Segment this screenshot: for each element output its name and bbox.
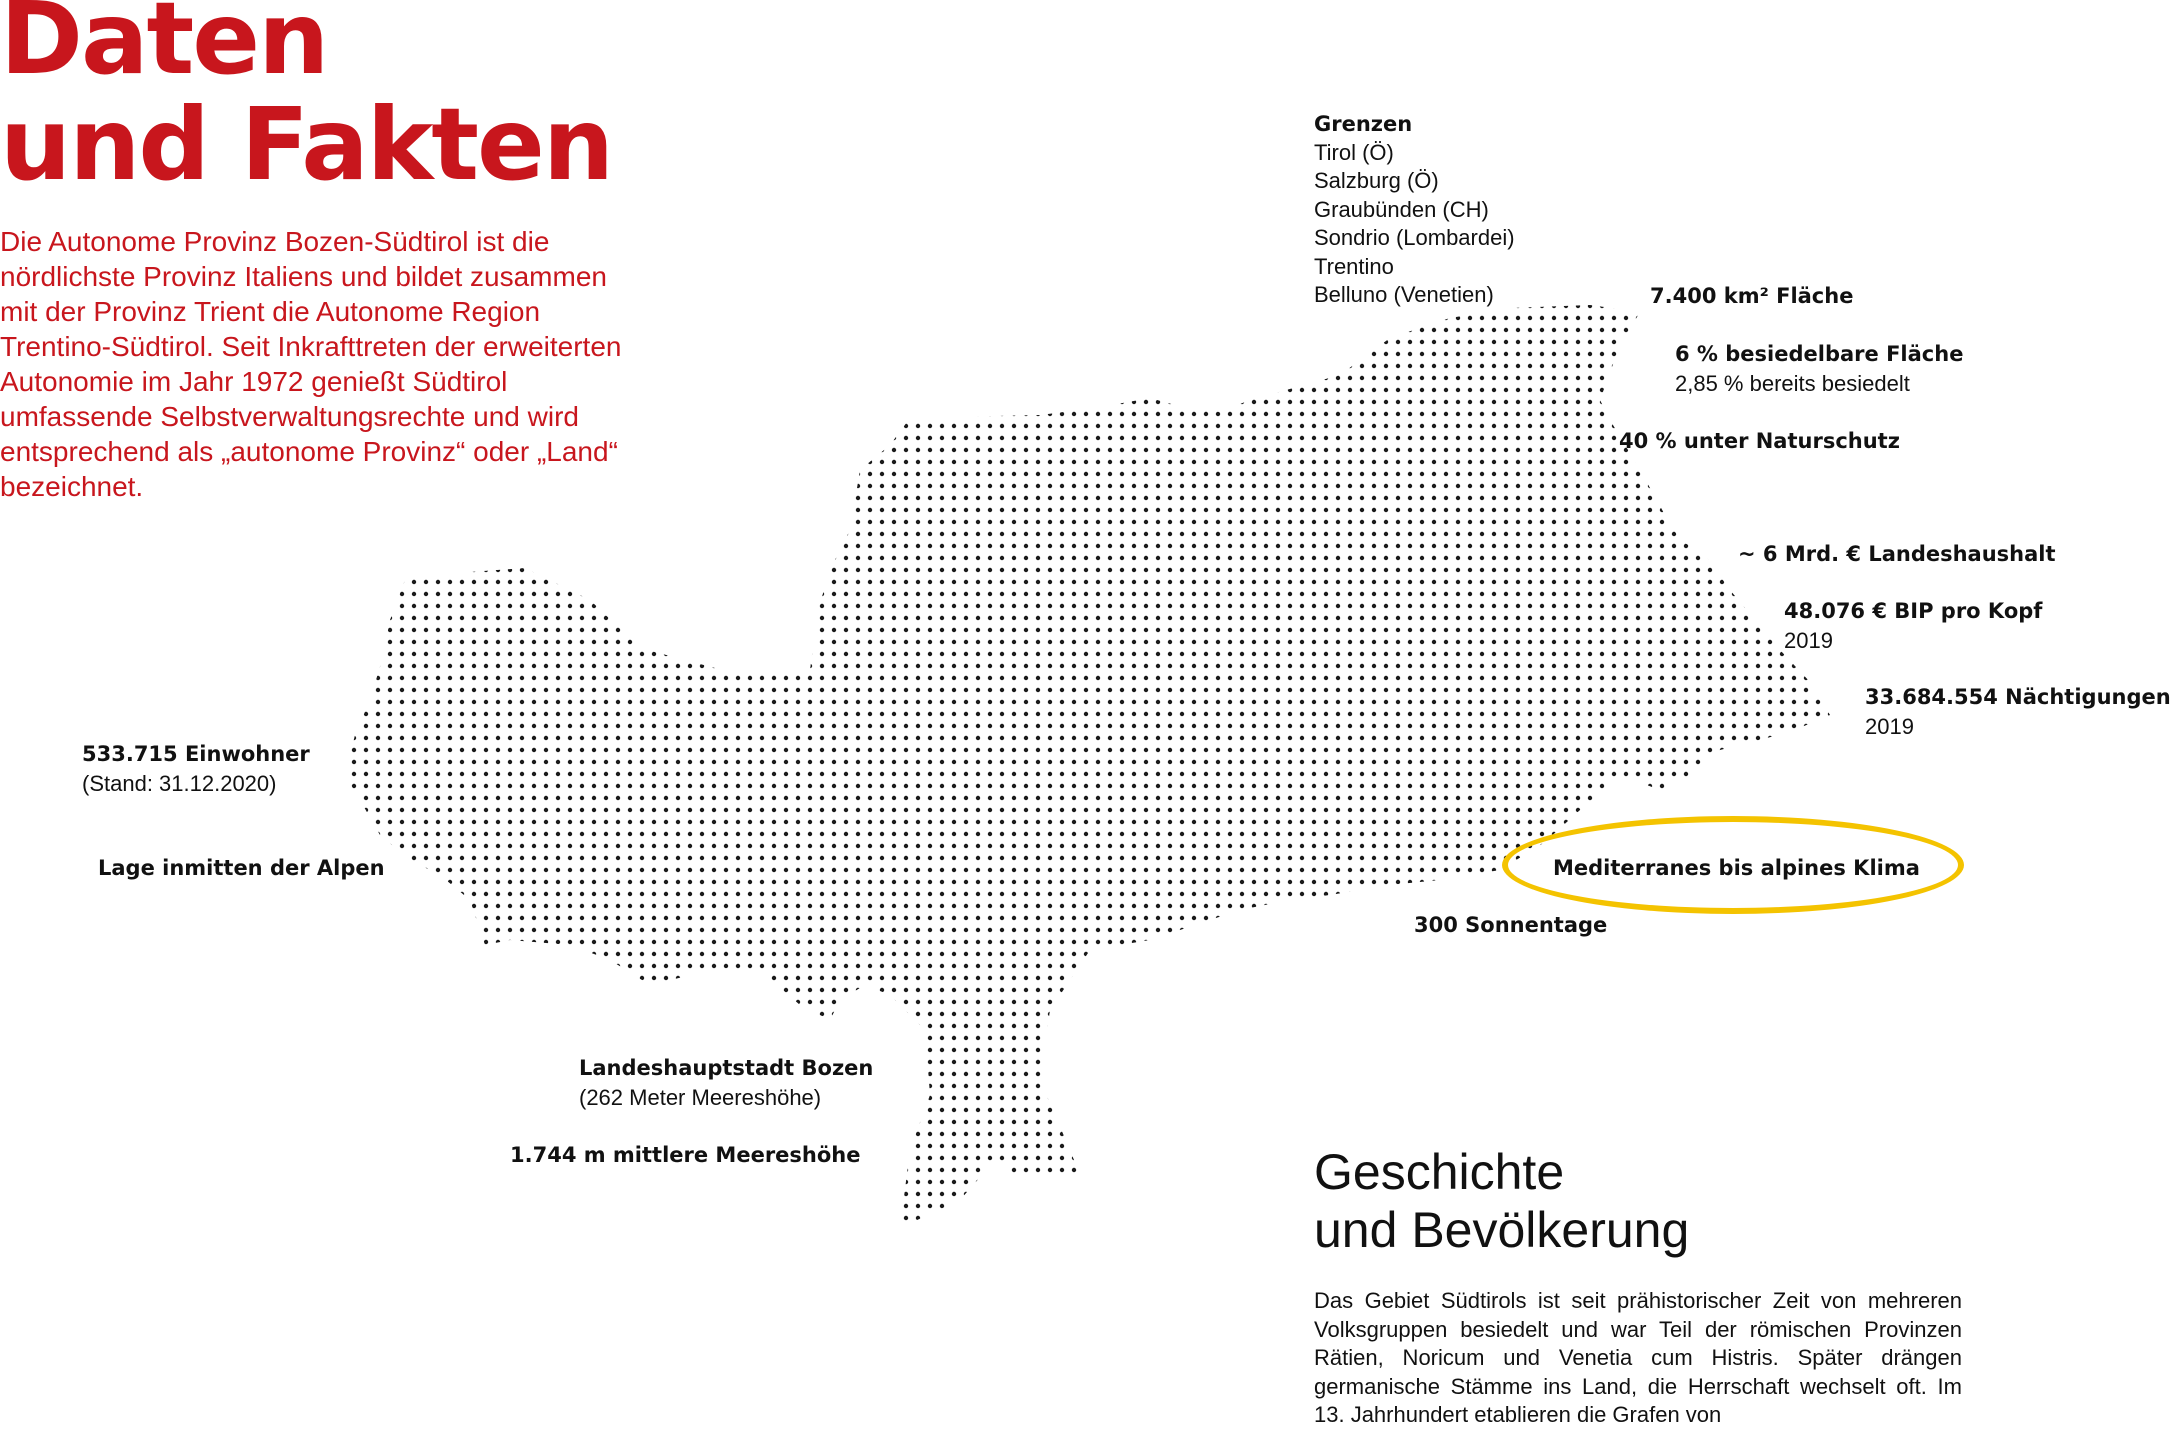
fact-climate-label: Mediterranes bis alpines Klima [1553, 856, 1920, 880]
history-paragraph: Das Gebiet Südtirols ist seit prähistorischer Zeit von mehreren Volksgruppen besiedelt und war Teil der römischen Provinzen Rätien, Noricum und Venetia cum Histris. Später drängen germanische Stämme ins Land, die Herrschaft wechselt oft. Im 13. Jahrhundert etablieren die Grafen von [1314, 1288, 1962, 1427]
fact-capital-label: Landeshauptstadt Bozen [579, 1056, 874, 1080]
fact-settleable-sub: 2,85 % bereits besiedelt [1675, 371, 1910, 396]
fact-altitude [510, 1141, 861, 1170]
fact-settleable [1675, 340, 1963, 398]
border-item-trentino: Trentino [1314, 253, 1394, 279]
fact-climate [1553, 854, 1920, 883]
fact-budget-label: ~ 6 Mrd. € Landeshaushalt [1738, 542, 2056, 566]
border-item-tirol: Tirol (Ö) [1314, 139, 1394, 165]
fact-nature-label: 40 % unter Naturschutz [1619, 429, 1900, 453]
title-line-2: und Fakten [0, 86, 613, 203]
fact-area-label: 7.400 km² Fläche [1650, 284, 1854, 308]
fact-capital-sub: (262 Meter Meereshöhe) [579, 1085, 822, 1110]
history-heading [1314, 1143, 1689, 1259]
borders-block [1314, 110, 1515, 310]
fact-sun-label: 300 Sonnentage [1414, 913, 1608, 937]
fact-budget [1738, 540, 2056, 569]
fact-population-label: 533.715 Einwohner [82, 742, 310, 766]
fact-location-label: Lage inmitten der Alpen [98, 856, 385, 880]
fact-altitude-label: 1.744 m mittlere Meereshöhe [510, 1143, 861, 1167]
fact-gdp-label: 48.076 € BIP pro Kopf [1784, 599, 2043, 623]
fact-capital [579, 1054, 873, 1112]
border-item-sondrio: Sondrio (Lombardei) [1314, 225, 1515, 250]
fact-sun [1414, 911, 1607, 940]
intro-paragraph: Die Autonome Provinz Bozen-Südtirol ist die nördlichste Provinz Italiens und bildet zusammen mit der Provinz Trient die Autonome Region Trentino-Südtirol. Seit Inkrafttreten der erweiterten Autonomie im Jahr 1972 genießt Südtirol umfassende Selbstverwaltungsrechte und wird entsprechend als „autonome Provinz“ oder „Land“ bezeichnet. [0, 226, 622, 502]
border-item-salzburg: Salzburg (Ö) [1314, 168, 1439, 193]
fact-location [98, 854, 385, 883]
title-line-1: Daten [0, 0, 328, 97]
history-heading-line-2: und Bevölkerung [1314, 1202, 1690, 1258]
border-item-belluno: Belluno (Venetien) [1314, 282, 1494, 307]
fact-population-sub: (Stand: 31.12.2020) [82, 771, 277, 796]
border-item-graubuenden: Graubünden (CH) [1314, 196, 1489, 222]
fact-gdp-year: 2019 [1784, 628, 1833, 653]
fact-population [82, 740, 310, 798]
fact-gdp [1784, 597, 2042, 655]
fact-nights [1865, 683, 2171, 741]
history-heading-line-1: Geschichte [1314, 1144, 1565, 1200]
fact-nature [1619, 427, 1900, 456]
fact-settleable-label: 6 % besiedelbare Fläche [1675, 342, 1964, 366]
fact-area [1650, 282, 1853, 311]
fact-nights-year: 2019 [1865, 714, 1914, 739]
fact-nights-label: 33.684.554 Nächtigungen [1865, 685, 2171, 709]
borders-heading: Grenzen [1314, 112, 1413, 136]
